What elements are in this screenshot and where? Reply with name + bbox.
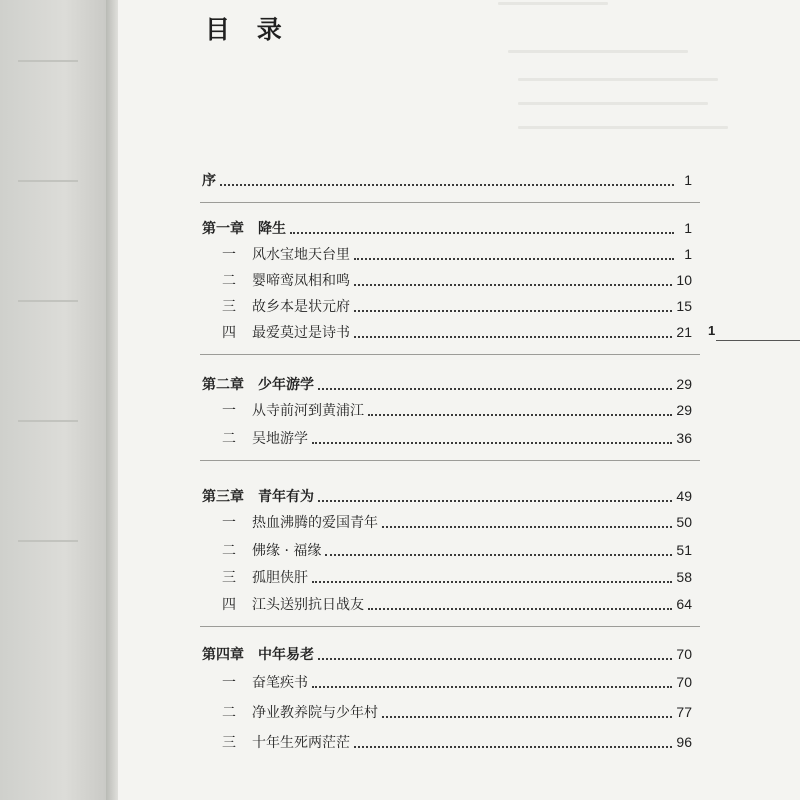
left-page-text (18, 60, 78, 62)
section-number: 二 (222, 705, 236, 721)
left-page-text (18, 420, 78, 422)
toc-section[interactable] (202, 565, 692, 589)
toc-page-number: 50 (676, 514, 692, 530)
dot-leader (368, 410, 672, 416)
toc-page-number: 70 (676, 646, 692, 662)
divider (200, 460, 700, 461)
toc-entry-label: 净业教养院与少年村 (252, 705, 378, 721)
dot-leader (325, 550, 672, 556)
section-number: 二 (222, 273, 236, 289)
section-number: 一 (222, 247, 236, 263)
toc-section[interactable] (202, 426, 692, 450)
section-number: 四 (222, 597, 236, 613)
toc-section[interactable] (202, 294, 692, 318)
show-through-text (518, 126, 728, 129)
toc-section[interactable] (202, 398, 692, 422)
dot-leader (312, 682, 672, 688)
toc-chapter[interactable] (202, 372, 692, 396)
toc-entry-label: 吴地游学 (252, 431, 308, 447)
toc-page-number: 36 (676, 430, 692, 446)
toc-section[interactable] (202, 730, 692, 754)
toc-entry-label: 风水宝地天台里 (252, 247, 350, 263)
section-number: 二 (222, 543, 236, 559)
dot-leader (318, 384, 672, 390)
page-title: 目 录 (205, 15, 291, 44)
toc-entry-label: 第三章 青年有为 (202, 489, 314, 505)
left-page-text (18, 180, 78, 182)
dot-leader (312, 577, 672, 583)
section-number: 三 (222, 735, 236, 751)
toc-entry-label: 第二章 少年游学 (202, 377, 314, 393)
toc-section[interactable] (202, 538, 692, 562)
section-number: 一 (222, 515, 236, 531)
toc-entry-label: 第一章 降生 (202, 221, 286, 237)
dot-leader (354, 742, 672, 748)
toc-page-number: 49 (676, 488, 692, 504)
dot-leader (368, 604, 672, 610)
toc-entry-label: 故乡本是状元府 (252, 299, 350, 315)
toc-chapter[interactable] (202, 216, 692, 240)
section-number: 一 (222, 403, 236, 419)
toc-page-number: 29 (676, 376, 692, 392)
toc-section[interactable] (202, 700, 692, 724)
show-through-text (518, 78, 718, 81)
section-number: 三 (222, 570, 236, 586)
dot-leader (318, 654, 672, 660)
toc-entry-label: 十年生死两茫茫 (252, 735, 350, 751)
divider (200, 354, 700, 355)
divider (200, 626, 700, 627)
section-number: 四 (222, 325, 236, 341)
toc-section[interactable] (202, 242, 692, 266)
toc-entry-label: 奋笔疾书 (252, 675, 308, 691)
toc-entry-label: 序 (202, 173, 216, 189)
dot-leader (382, 522, 672, 528)
toc-page-number: 21 (676, 324, 692, 340)
section-number: 三 (222, 299, 236, 315)
divider (200, 202, 700, 203)
page-folio: 1 (708, 323, 716, 338)
toc-section[interactable] (202, 510, 692, 534)
toc-chapter[interactable] (202, 484, 692, 508)
toc-chapter[interactable] (202, 642, 692, 666)
toc-entry-label: 热血沸腾的爱国青年 (252, 515, 378, 531)
toc-section[interactable] (202, 592, 692, 616)
dot-leader (220, 180, 674, 186)
toc-page-number: 58 (676, 569, 692, 585)
folio-rule (716, 340, 800, 341)
toc-page-number: 64 (676, 596, 692, 612)
dot-leader (354, 306, 672, 312)
toc-entry-label: 婴啼鸾凤相和鸣 (252, 273, 350, 289)
dot-leader (312, 438, 672, 444)
toc-page-number: 96 (676, 734, 692, 750)
section-number: 一 (222, 675, 236, 691)
toc-page-number: 70 (676, 674, 692, 690)
toc-section[interactable] (202, 670, 692, 694)
toc-entry-label: 最爱莫过是诗书 (252, 325, 350, 341)
toc-page-number: 29 (676, 402, 692, 418)
toc-page-number: 1 (684, 172, 692, 188)
toc-preface[interactable] (202, 168, 692, 192)
toc-page-number: 1 (684, 220, 692, 236)
dot-leader (354, 332, 672, 338)
show-through-text (508, 50, 688, 53)
show-through-text (498, 2, 608, 5)
left-page-text (18, 300, 78, 302)
toc-section[interactable] (202, 268, 692, 292)
dot-leader (318, 496, 672, 502)
dot-leader (354, 254, 674, 260)
dot-leader (354, 280, 672, 286)
toc-page-number: 15 (676, 298, 692, 314)
toc-entry-label: 江头送别抗日战友 (252, 597, 364, 613)
toc-page-number: 1 (684, 246, 692, 262)
toc-entry-label: 孤胆侠肝 (252, 570, 308, 586)
section-number: 二 (222, 431, 236, 447)
toc-entry-label: 佛缘 · 福缘 (252, 543, 322, 559)
toc-entry-label: 从寺前河到黄浦江 (252, 403, 364, 419)
left-page (0, 0, 108, 800)
left-page-text (18, 540, 78, 542)
toc-entry-label: 第四章 中年易老 (202, 647, 314, 663)
dot-leader (382, 712, 672, 718)
toc-page-number: 10 (676, 272, 692, 288)
dot-leader (290, 228, 674, 234)
show-through-text (518, 102, 708, 105)
toc-page-number: 51 (676, 542, 692, 558)
toc-section[interactable] (202, 320, 692, 344)
toc-page-number: 77 (676, 704, 692, 720)
